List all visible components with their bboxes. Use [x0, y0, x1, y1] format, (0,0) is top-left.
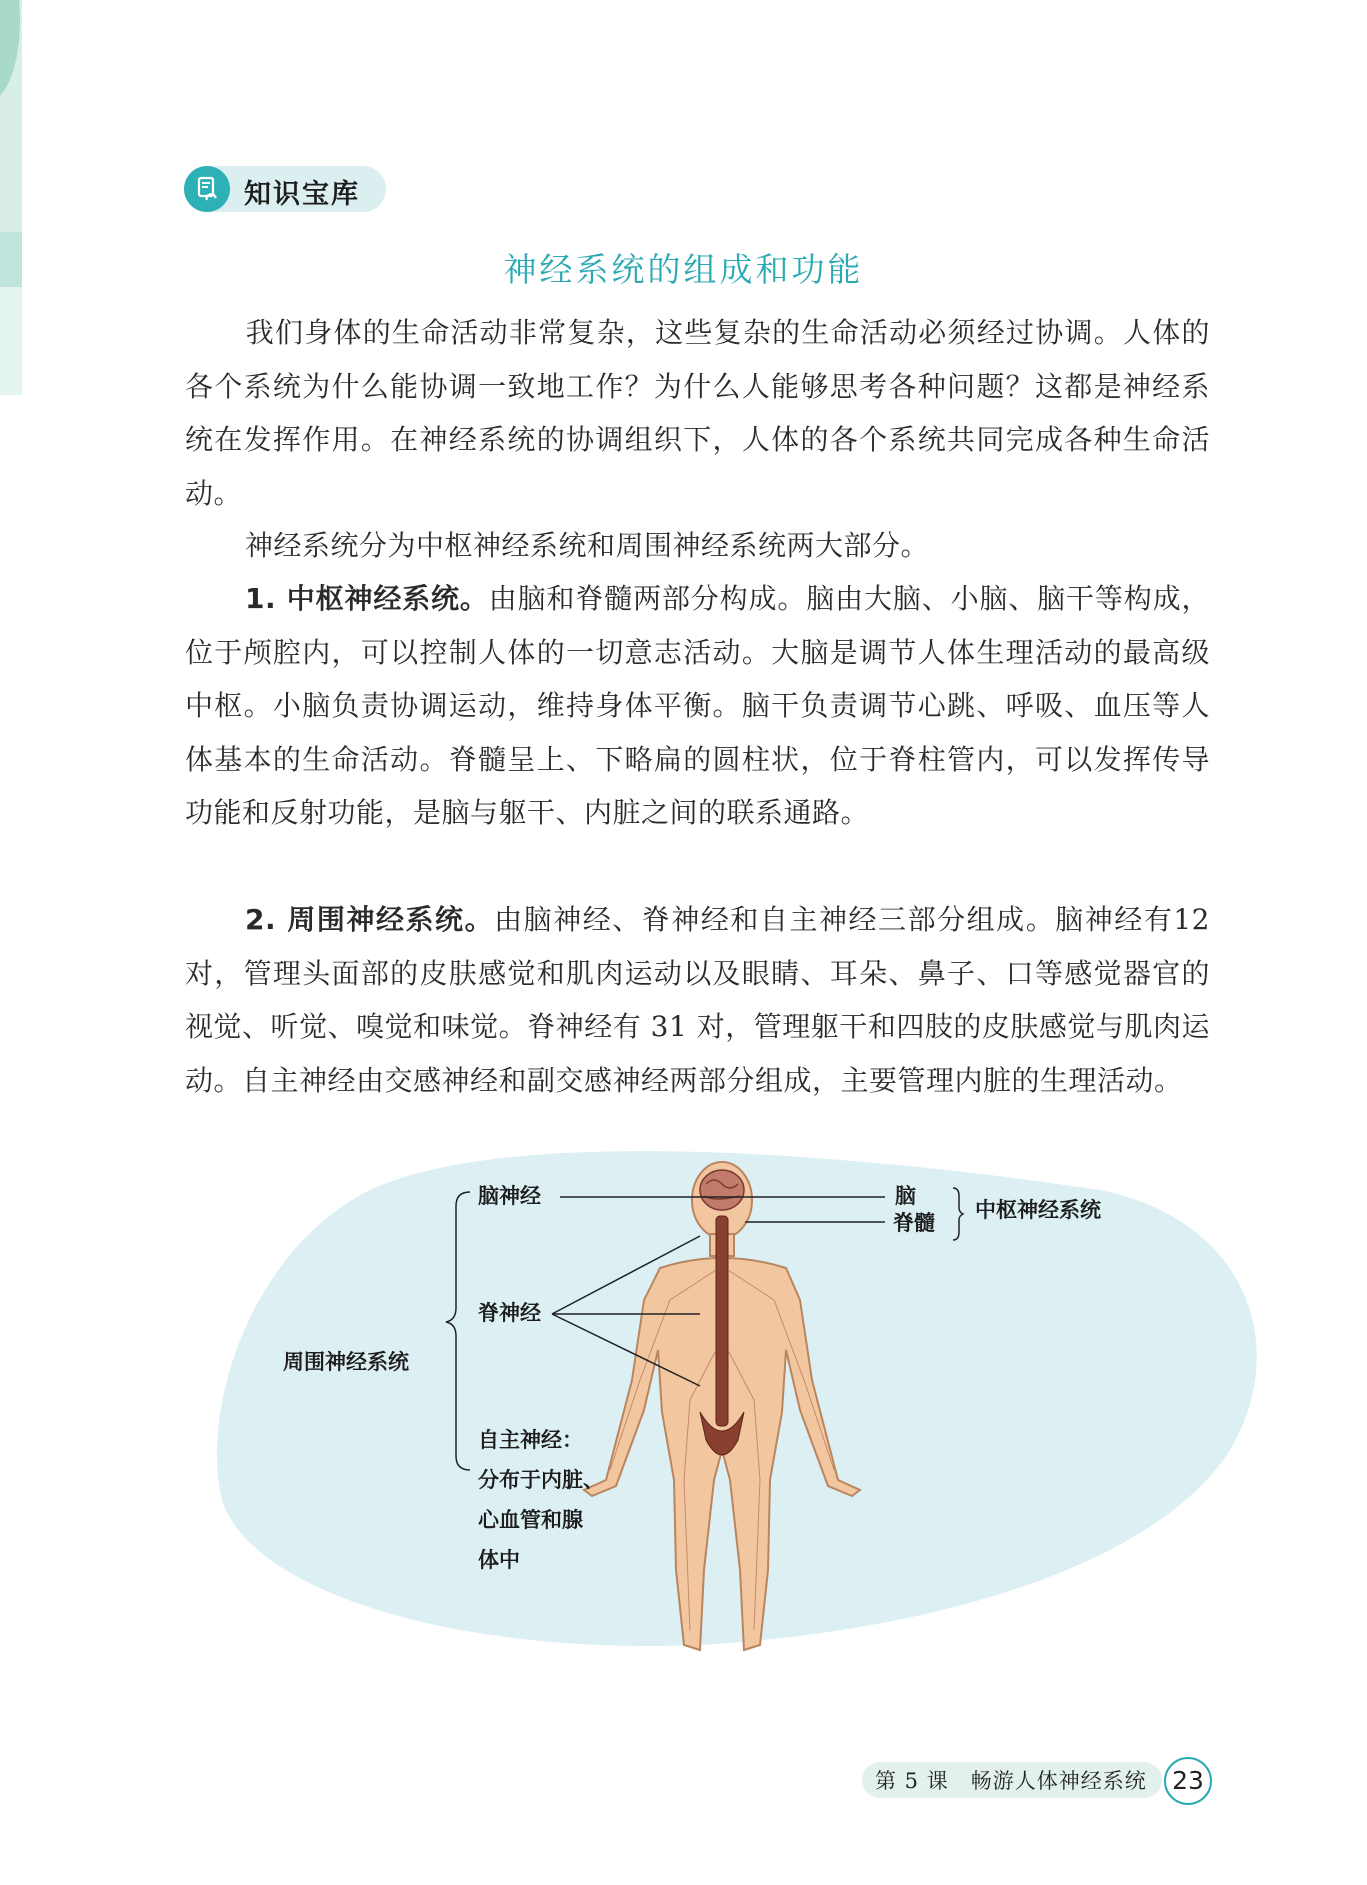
label-autonomic-4: 体中 [478, 1548, 520, 1572]
paragraph-central [185, 572, 1210, 840]
paragraph-intro-text: 我们身体的生命活动非常复杂，这些复杂的生命活动必须经过协调。人体的各个系统为什么能协调一致地工作？为什么人能够思考各种问题？这都是神经系统在发挥作用。在神经系统的协调组织下，人体的各个系统共同完成各种生命活动。 [185, 316, 1210, 510]
brain-mark [700, 1170, 744, 1210]
central-heading: 1. 中枢神经系统。 [245, 582, 489, 615]
section-badge [184, 166, 386, 212]
label-cranial-nerve: 脑神经 [478, 1184, 541, 1208]
paragraph-intro [185, 306, 1210, 520]
figure-drawing [0, 1150, 1367, 1670]
label-autonomic-2: 分布于内脏、 [478, 1468, 604, 1492]
paragraph-peripheral-text: 由脑神经、脊神经和自主神经三部分组成。脑神经有12 对，管理头面部的皮肤感觉和肌肉运动以及眼睛、耳朵、鼻子、口等感觉器官的视觉、听觉、嗅觉和味觉。脊神经有 31 对，管理躯干和四肢的皮肤感觉与肌肉运动。自主神经由交感神经和副交感神经两部分组成，主要管理内脏的生理活动。 [185, 903, 1210, 1097]
badge-label: 知识宝库 [244, 179, 360, 210]
paragraph-division-text: 神经系统分为中枢神经系统和周围神经系统两大部分。 [245, 529, 930, 562]
label-spinal-nerve: 脊神经 [478, 1301, 541, 1325]
label-autonomic-1: 自主神经： [478, 1428, 583, 1452]
paragraph-central-text: 由脑和脊髓两部分构成。脑由大脑、小脑、脑干等构成，位于颅腔内，可以控制人体的一切意志活动。大脑是调节人体生理活动的最高级中枢。小脑负责协调运动，维持身体平衡。脑干负责调节心跳、呼吸、血压等人体基本的生命活动。脊髓呈上、下略扁的圆柱状，位于脊柱管内，可以发挥传导功能和反射功能，是脑与躯干、内脏之间的联系通路。 [185, 582, 1210, 829]
footer-lesson-title: 第 5 课 畅游人体神经系统 [875, 1769, 1147, 1793]
label-brain: 脑 [895, 1184, 916, 1208]
paragraph-division [185, 519, 1210, 573]
label-peripheral-system: 周围神经系统 [283, 1350, 409, 1374]
page-number: 23 [1164, 1757, 1212, 1805]
peripheral-heading: 2. 周围神经系统。 [245, 903, 495, 936]
paragraph-peripheral [185, 893, 1210, 1107]
label-central-system: 中枢神经系统 [975, 1198, 1101, 1222]
nervous-system-figure [0, 1150, 1367, 1670]
label-autonomic-3: 心血管和腺 [478, 1508, 583, 1532]
section-title: 神经系统的组成和功能 [503, 250, 864, 289]
label-spinal-cord: 脊髓 [893, 1211, 935, 1235]
book-hand-icon [184, 166, 230, 212]
